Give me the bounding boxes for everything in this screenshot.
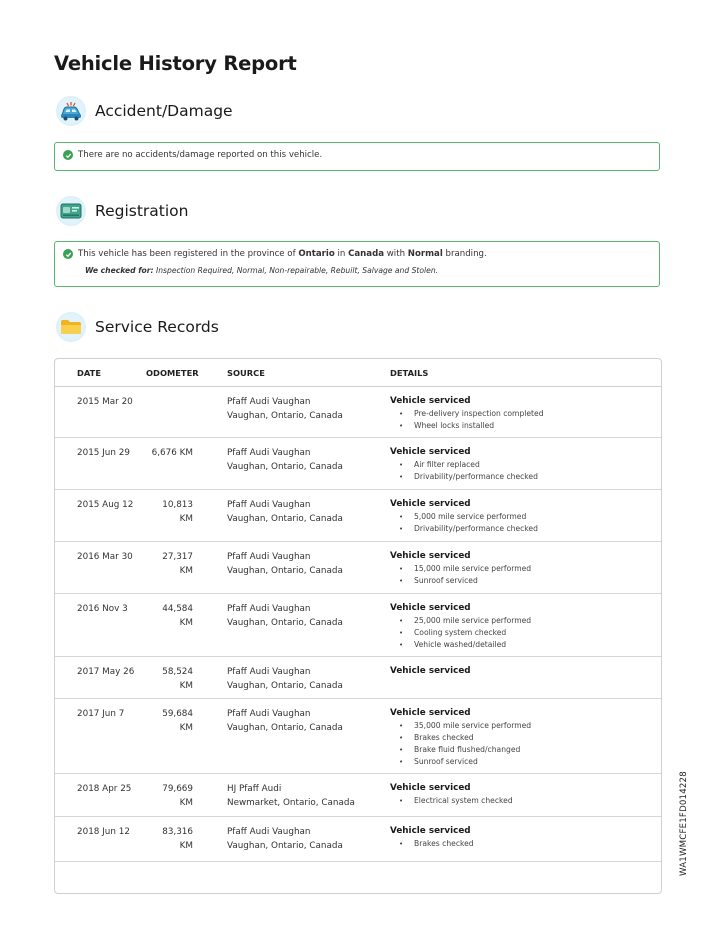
source-name: HJ Pfaff Audi — [227, 784, 282, 794]
detail-title: Vehicle serviced — [390, 708, 471, 718]
source-name: Pfaff Audi Vaughan — [227, 827, 311, 837]
record-date: 2017 May 26 — [77, 667, 135, 677]
registration-section-title: Registration — [95, 202, 189, 220]
page-title: Vehicle History Report — [54, 52, 297, 75]
source-location: Vaughan, Ontario, Canada — [227, 841, 343, 851]
source-location: Vaughan, Ontario, Canada — [227, 411, 343, 421]
record-date: 2016 Nov 3 — [77, 604, 128, 614]
record-date: 2015 Jun 29 — [77, 448, 130, 458]
record-date: 2018 Apr 25 — [77, 784, 132, 794]
col-odometer: ODOMETER — [146, 368, 199, 378]
detail-list — [390, 615, 650, 651]
detail-item: • Vehicle washed/detailed — [390, 639, 650, 651]
record-source — [227, 446, 343, 474]
detail-title: Vehicle serviced — [390, 826, 471, 836]
source-location: Vaughan, Ontario, Canada — [227, 723, 343, 733]
record-date: 2018 Jun 12 — [77, 827, 130, 837]
record-odometer: 79,669 KM — [162, 784, 193, 808]
detail-item: • Sunroof serviced — [390, 575, 650, 587]
record-source — [227, 602, 343, 630]
source-name: Pfaff Audi Vaughan — [227, 667, 311, 677]
detail-item: • Brakes checked — [390, 732, 650, 744]
detail-list — [390, 795, 650, 807]
detail-item: • Electrical system checked — [390, 795, 650, 807]
source-name: Pfaff Audi Vaughan — [227, 709, 311, 719]
car-accident-icon — [56, 96, 86, 126]
record-date: 2015 Aug 12 — [77, 500, 134, 510]
source-name: Pfaff Audi Vaughan — [227, 397, 311, 407]
record-odometer: 27,317 KM — [162, 552, 193, 576]
record-date: 2016 Mar 30 — [77, 552, 133, 562]
detail-item: • Air filter replaced — [390, 459, 650, 471]
detail-title: Vehicle serviced — [390, 666, 471, 676]
service-records-table — [54, 358, 662, 894]
table-row — [55, 816, 661, 862]
record-details — [390, 782, 650, 807]
detail-title: Vehicle serviced — [390, 396, 471, 406]
folder-icon — [56, 312, 86, 342]
detail-title: Vehicle serviced — [390, 603, 471, 613]
source-location: Vaughan, Ontario, Canada — [227, 514, 343, 524]
record-source — [227, 707, 343, 735]
service-section-title: Service Records — [95, 318, 219, 336]
detail-title: Vehicle serviced — [390, 551, 471, 561]
record-odometer: 10,813 KM — [162, 500, 193, 524]
source-location: Vaughan, Ontario, Canada — [227, 566, 343, 576]
record-details — [390, 446, 650, 483]
record-details — [390, 498, 650, 535]
record-details — [390, 707, 650, 768]
record-source — [227, 825, 343, 853]
col-date: DATE — [77, 368, 101, 378]
record-source — [227, 498, 343, 526]
detail-item: • Drivability/performance checked — [390, 471, 650, 483]
source-name: Pfaff Audi Vaughan — [227, 604, 311, 614]
vin-number: WA1WMCFE1FD014228 — [679, 771, 689, 876]
record-date: 2015 Mar 20 — [77, 397, 133, 407]
detail-list — [390, 720, 650, 768]
table-row — [55, 437, 661, 490]
detail-item: • Sunroof serviced — [390, 756, 650, 768]
record-odometer: 44,584 KM — [162, 604, 193, 628]
source-location: Vaughan, Ontario, Canada — [227, 618, 343, 628]
service-section-header — [56, 312, 219, 342]
record-odometer: 58,524 KM — [162, 667, 193, 691]
record-details — [390, 665, 650, 678]
detail-list — [390, 408, 650, 432]
detail-title: Vehicle serviced — [390, 783, 471, 793]
detail-list — [390, 563, 650, 587]
accident-section-title: Accident/Damage — [95, 102, 233, 120]
table-row — [55, 698, 661, 774]
col-source: SOURCE — [227, 368, 265, 378]
detail-item: • Wheel locks installed — [390, 420, 650, 432]
detail-item: • 25,000 mile service performed — [390, 615, 650, 627]
registration-section-header — [56, 196, 188, 226]
accident-alert — [54, 142, 660, 171]
detail-title: Vehicle serviced — [390, 499, 471, 509]
detail-list — [390, 459, 650, 483]
source-location: Newmarket, Ontario, Canada — [227, 798, 355, 808]
col-details: DETAILS — [390, 368, 429, 378]
source-name: Pfaff Audi Vaughan — [227, 552, 311, 562]
record-details — [390, 825, 650, 850]
checked-for-line: We checked for: Inspection Required, Normal, Non-repairable, Rebuilt, Salvage and Stolen. — [85, 266, 439, 275]
detail-list — [390, 511, 650, 535]
source-location: Vaughan, Ontario, Canada — [227, 681, 343, 691]
record-details — [390, 395, 650, 432]
detail-item: • Cooling system checked — [390, 627, 650, 639]
record-source — [227, 550, 343, 578]
registration-card-icon — [56, 196, 86, 226]
record-source — [227, 665, 343, 693]
table-row — [55, 593, 661, 657]
record-details — [390, 602, 650, 651]
check-circle-icon — [63, 249, 73, 259]
record-details — [390, 550, 650, 587]
source-location: Vaughan, Ontario, Canada — [227, 462, 343, 472]
source-name: Pfaff Audi Vaughan — [227, 500, 311, 510]
detail-list — [390, 838, 650, 850]
table-row — [55, 541, 661, 594]
accident-section-header — [56, 96, 233, 126]
record-odometer: 83,316 KM — [162, 827, 193, 851]
detail-item: • Pre-delivery inspection completed — [390, 408, 650, 420]
source-name: Pfaff Audi Vaughan — [227, 448, 311, 458]
check-circle-icon — [63, 150, 73, 160]
detail-title: Vehicle serviced — [390, 447, 471, 457]
record-source — [227, 782, 355, 810]
detail-item: • Drivability/performance checked — [390, 523, 650, 535]
record-odometer: 6,676 KM — [151, 448, 193, 458]
detail-item: • Brake fluid flushed/changed — [390, 744, 650, 756]
table-row — [55, 489, 661, 542]
record-odometer: 59,684 KM — [162, 709, 193, 733]
table-row — [55, 773, 661, 817]
accident-message: There are no accidents/damage reported on this vehicle. — [78, 150, 323, 160]
registration-message: This vehicle has been registered in the province of Ontario in Canada with Normal branding. — [78, 249, 487, 259]
detail-item: • 35,000 mile service performed — [390, 720, 650, 732]
detail-item: • Brakes checked — [390, 838, 650, 850]
record-source — [227, 395, 343, 423]
table-header — [55, 359, 661, 387]
detail-item: • 15,000 mile service performed — [390, 563, 650, 575]
detail-item: • 5,000 mile service performed — [390, 511, 650, 523]
table-row — [55, 386, 661, 438]
record-date: 2017 Jun 7 — [77, 709, 125, 719]
table-row — [55, 656, 661, 699]
registration-alert — [54, 241, 660, 287]
